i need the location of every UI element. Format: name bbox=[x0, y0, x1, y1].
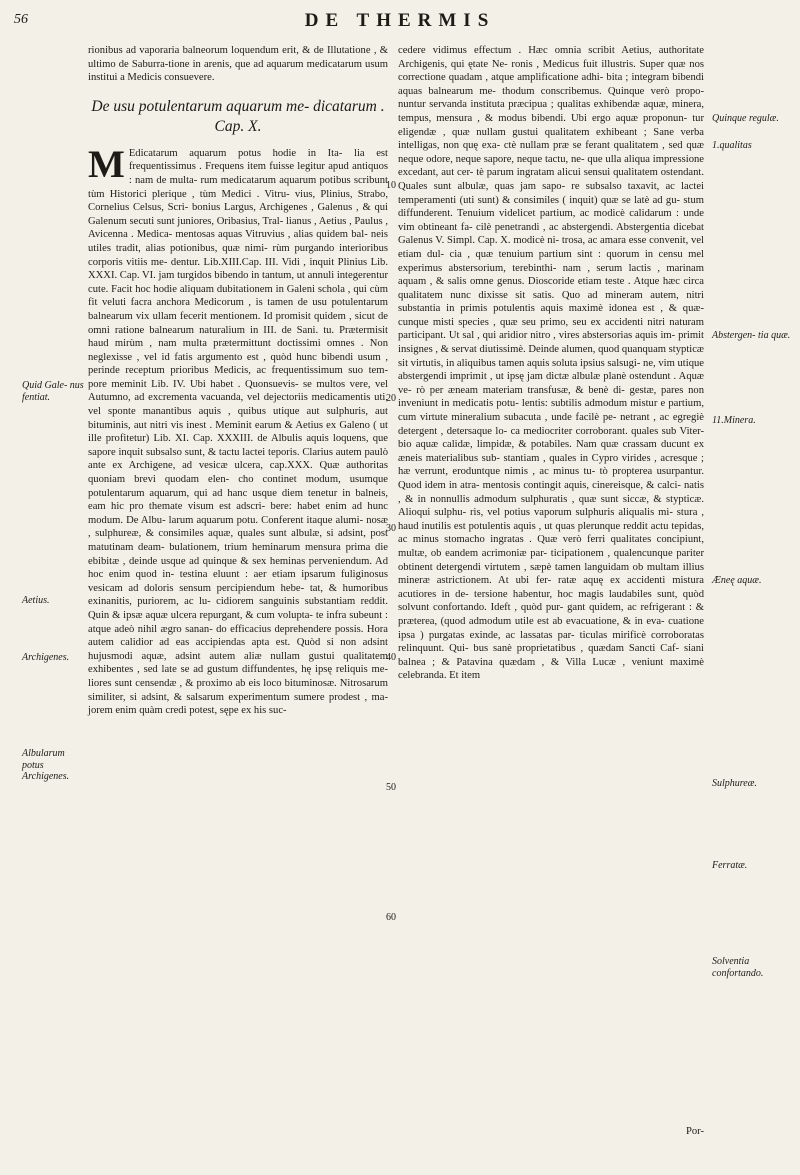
margin-note-abstergentia: Abstergen- tia quæ. bbox=[712, 330, 791, 341]
drop-capital: M bbox=[88, 142, 125, 186]
page-number: 56 bbox=[14, 12, 28, 27]
margin-note-galen: Quid Gale- nus fentiat. bbox=[22, 380, 84, 403]
margin-note-albularum: Albularum potus Archigenes. bbox=[22, 748, 70, 782]
intro-paragraph: rionibus ad vaporaria balneorum loquendum erit, & de Illutatione , & ultimo de Saburra-tione in arenis, que ad aquarum medicatarum usum institui a Medicis consuevere. bbox=[88, 45, 388, 84]
margin-note-quinque: Quinque regulæ. bbox=[712, 113, 779, 124]
margin-note-aeneae: Æneę aquæ. bbox=[712, 575, 762, 586]
line-number: 10 bbox=[386, 180, 396, 191]
line-number: 30 bbox=[386, 523, 396, 534]
margin-note-minera: 11.Minera. bbox=[712, 415, 756, 426]
right-text-column bbox=[398, 44, 704, 683]
line-number: 60 bbox=[386, 912, 396, 923]
catchword: Por- bbox=[685, 1126, 704, 1137]
running-title: DE THERMIS bbox=[304, 10, 496, 31]
margin-note-ferratae: Ferratæ. bbox=[712, 860, 748, 871]
margin-note-qualitas: 1.qualitas bbox=[712, 140, 752, 151]
line-number: 40 bbox=[386, 652, 396, 663]
chapter-title: De usu potulentarum aquarum me- dicatarum . Cap. X. bbox=[91, 97, 385, 135]
line-number: 20 bbox=[386, 393, 396, 404]
right-body-text: cedere vidimus effectum . Hæc omnia scribit Aetius, authoritate Archigenis, qui ętate Ne- ronis , Medicus fuit illustris. Super quæ nos correctione quadam , atque amplificatione adhi- bita ; integram bibendi aquas balnearum me- thodum conscribemus. Quinque verò propo- nuntur servanda instituta præcipua ; qualitas exhibendæ aquæ, minera, tempus, mensura , & modus bibendi. Ubi ergo aquæ proponun- tur eligendæ , quæ nullam gustui qualitatem exhibeant ; Sane verba intelligas, non quę exa- ctè nullam præ se ferant qualitatem , sed quæ neque odore, neque sapore, neque tactu, ne- que ulla aliqua impressione excedant, aut cer- tè parum ingratam alicui sensui qualitatem ostendant. Quales sunt albulæ, quas jam sapo- re subsalso taxavit, ac lactei temperamenti (uti sunt) & consimiles ( inquit) quæ se latè ad gu- stum diffunderent. Tenuium videlicet partium, ac modicè calidarum : unde vim obtineant fa- cilè penetrandi , ac abstergendi. Abstergentia dicebat Galenus V. Simpl. Cap. X. modicè ni- trosa, ac amara esse convenit, vel etiam dul- cia , quæ tenuium partium sint : quorum in censu mel experimus abstersorium, terebinthi- nam , serum lactis , marinam aquam , & salis omne genus. Dioscoride etiam teste . Atque hæc circa qualitatem nunc dixisse sit satis. Quo ad mineram autem, nitri substantia in primis potulentis aquis maximè idonea est , & quæ- cunque misti species , quæ seu primo, seu ex accidenti nitri naturam participant. Ut sal , qui aridior nitro , vires abstersorias aquis im- primit insignes , & servat diutissimè. Deinde alumen, quod quanquam stypticæ sit virtutis, in aliquibus tamen aquis soluta ipsius salsugi- ne, vim utique abstergendi imprimit , ut ipsę jam dictæ albulæ planè ostendunt . Aquæ ve- rò per æneam materiam transfusæ, & benè di- gestæ, pares non inveniunt in medicatis potu- lentis: subtilis admodum mistur e partium, cum virtute mineralium subacuta , unde facilè pe- netrant , ac egregiè detergent , detersaque lo- ca mediocriter corroborant. quales sub Viter- bio aquæ calidæ, limpidæ, & potabiles. Nam quæ crassam ducunt ex æneis materialibus sub- stantiam , quales in Cypro virides , acresque ; hæ verrunt, eroduntque nimis , ac minus tu- tò propterea usurpantur. Quod idem in atra- mentosis contingit aquis, cinereisque, & calci- natis , & in nonnullis admodum sulphuratis , quæ sunt siccæ, & stypticæ. Alioqui sulphu- ris, vel potius vaporum sulphuris aliqualis mi- stura , haud inutilis est potulentis aquis , ut quas plerunque reddit actu tepidas, ac minus stomacho ingratas . Quæ verò ferri qualitates concipiunt, multæ, ob eandem acrimoniæ par- ticipationem , qualencunque pariter obtinent detergendi virtutem , sæpè tamen languidam ob multam illius mineræ astrictionem. At ubi fer- ratæ aquę ex accidenti mistura acutiores in de- tersione habentur, hoc magis laudabiles sunt, quòd solvunt confortando. Ideft , quòd pur- gant quidem, ac refrigerant : & præterea, (quod admodum utile est ab evacuatione, & in eva- cuatione ipsa ) purgatas exinde, ac lassatas par- ticulas mirificè corroboratas relinquunt. Qui- bus sanè proprietatibus , quædam Sancti Caf- siani balnea ; & Patavina quædam , & Villa Lucæ , veniunt maximè celebranda. Et item bbox=[398, 45, 704, 682]
chapter-body-text: Edicatarum aquarum potus hodie in Ita- lia est frequentissimus . Frequens item fuisse legitur apud antiquos : nam de multa- rum medicatarum aquarum potibus scribunt tùm Historici plerique , tùm Medici . Vitru- vius, Plinius, Strabo, Cornelius Celsus, Scri- bonius Largus, Archigenes , Galenus , & qui Galenum secuti sunt juniores, Oribasius, Tral- lianus , Aetius , Paulus , Avicenna . Medica- mentosas aquas Vitruvius , alias quidem bal- neis utiles tradit, alias potionibus, quæ nimi- rùm purgando interioribus corporis vitiis me- dentur. Lib.XIII.Cap. III. Vidi , inquit Plinius Lib. XXXI. Cap. VI. jam turgidos bibendo in tantum, ut annuli integerentur cute. Facit hoc hodie aliquam dubitationem in Galeni schola , qui cùm fit veluti facra anchora Medicorum , is tamen de usu potulentarum balnearum vix ullam fecerit mentionem. Id promisit quidem , sicut de omni ratione balnearum naturalium in III. de Sani. tu. Prætermisit haud mirùm , nam multa prætermittunt doctissimi omnes . Non neglexisse , vel id fatis argumento est , quòd hunc bibendi usum , perinde receptum prioribus Medicis, ac frequentissimum suo tem- pore meminit Lib. IV. Ubi habet . Quonsuevis- se multos vere, vel Autumno, ad excrementa vacuanda, vel dejectoriis medicamentis uti, vel sponte manantibus aquis , quibus utique aut sulphuris, aut bituminis, aut nitri vis inest . Meminit earum & Aetius ex Galeno ( ut ille profitetur) Lib. XI. Cap. XXXIII. de Albulis aquis loquens, que sapore inquit subsalso sunt, & tactu lactei teporis. Clarius autem paulò ante ex Archigene, ad vesicæ ulcera, cap.XXX. Quæ authoritas quoniam brevi quodam elen- cho continet modum, usumque potulentarum aquarum, qui ad hanc usque diem tenetur in balneis, eam hic pro themate visum est adscri- bere: habet enim ad hunc modum. De Albu- larum aquarum potu. Conferent itaque alumi- nosæ , sulphureæ, & consimiles aquæ, quales sunt albulæ, si adsint, post matutinam deam- bulationem, trium heminarum mensura prima die ebibitæ , deinde usque ad quinque & sex heminas perveniendum. Ad hoc enim quod in- testina eluunt : aer etiam ipsarum fuliginosus vesicam ad doloris sensum percipiendum hebe- tat, & humoribus exinanitis, puriorem, ac lu- cidiorem sanguinis substantiam reddit. Quin & ipsæ aquæ ulcera repurgant, & cum volupta- te infra subeunt : atque adeò nihil ægro sanan- do efficacius deprehendere possis. Hora autem calidior ad eas accipiendas apta est. Quòd si non adsint hujusmodi aquæ, adsint autem aliæ nullam gustui qualitatem exhibentes , sed late se ad gustum diffundentes, hę ipsę reliquis me- liores sunt censendæ , & proximo ab eis loco bituminosæ. Nitrosarum similiter, si adsint, & salsarum experimentum sumere prodest , ma- jorem enim quàm credi potest, sępe ex his suc- bbox=[88, 147, 388, 717]
margin-note-aetius: Aetius. bbox=[22, 595, 50, 606]
line-number: 50 bbox=[386, 782, 396, 793]
margin-note-archigenes: Archigenes. bbox=[22, 652, 70, 663]
margin-note-solventia: Solventia confortando. bbox=[712, 956, 764, 979]
margin-note-sulphureae: Sulphureæ. bbox=[712, 778, 757, 789]
left-text-column bbox=[88, 44, 388, 718]
chapter-body bbox=[88, 142, 388, 718]
